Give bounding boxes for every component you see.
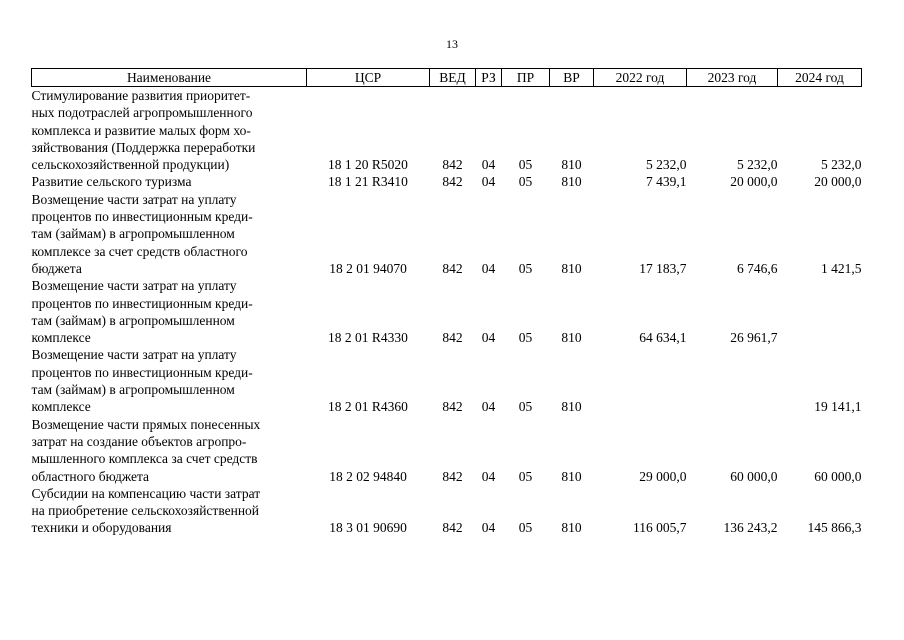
- row-vr: 810: [561, 520, 582, 536]
- row-vr: 810: [561, 330, 582, 346]
- row-2022: 64 634,1: [639, 330, 687, 346]
- row-name: [32, 173, 307, 190]
- row-2022: 5 232,0: [646, 157, 687, 173]
- header-name: Наименование: [32, 69, 307, 87]
- table-row: [32, 191, 862, 277]
- table-header-row: [32, 69, 862, 87]
- row-name-line: Возмещение части прямых понесенных: [31, 416, 261, 432]
- row-ved: 842: [442, 157, 463, 173]
- row-name-line: там (займам) в агропромышленном: [31, 226, 235, 242]
- row-name-line: затрат на создание объектов агропро-: [31, 433, 247, 449]
- table-row: [32, 485, 862, 537]
- row-csr: 18 2 01 R4330: [328, 330, 408, 346]
- row-2024: [778, 277, 862, 346]
- row-name-line: бюджета: [31, 260, 82, 276]
- row-rz: 04: [481, 468, 496, 484]
- row-csr: 18 2 02 94840: [329, 468, 407, 484]
- row-name-line: Стимулирование развития приоритет-: [31, 88, 251, 103]
- row-csr: 18 2 01 94070: [329, 260, 407, 276]
- row-name-line: комплексе: [31, 330, 91, 346]
- header-vr: ВР: [550, 69, 594, 87]
- row-2022: 29 000,0: [639, 468, 687, 484]
- table-row: [32, 173, 862, 190]
- row-vr: 810: [561, 157, 582, 173]
- table-row: [32, 87, 862, 174]
- row-name-line: комплексе за счет средств областного: [31, 243, 248, 259]
- row-name-line: мышленного комплекса за счет средств: [31, 451, 258, 467]
- row-name-line: Возмещение части затрат на уплату: [31, 347, 237, 363]
- row-name: [32, 346, 307, 415]
- row-name-line: процентов по инвестиционным креди-: [31, 364, 253, 380]
- row-pr: 05: [518, 330, 533, 346]
- row-name-line: ных подотраслей агропромышленного: [31, 105, 253, 121]
- row-vr: 810: [561, 174, 582, 190]
- row-name-line: процентов по инвестиционным креди-: [31, 209, 253, 225]
- row-csr: 18 1 20 R5020: [328, 157, 408, 173]
- row-rz: 04: [481, 260, 496, 276]
- row-pr: 05: [518, 520, 533, 536]
- row-name-line: процентов по инвестиционным креди-: [31, 295, 253, 311]
- table-row: [32, 277, 862, 346]
- row-name: [32, 87, 307, 174]
- row-2024: 1 421,5: [821, 260, 862, 276]
- page-number: 13: [446, 37, 458, 51]
- row-name: [32, 191, 307, 277]
- row-name-line: комплексе: [31, 399, 91, 415]
- row-2024: 60 000,0: [814, 468, 862, 484]
- row-name-line: там (займам) в агропромышленном: [31, 382, 235, 398]
- row-rz: 04: [481, 157, 496, 173]
- row-name-line: там (займам) в агропромышленном: [31, 312, 235, 328]
- row-ved: 842: [442, 174, 463, 190]
- row-2024: 19 141,1: [814, 399, 862, 415]
- row-name-line: Возмещение части затрат на уплату: [31, 278, 237, 294]
- row-rz: 04: [481, 174, 496, 190]
- row-pr: 05: [518, 260, 533, 276]
- row-2022: [594, 346, 687, 415]
- row-2023: 20 000,0: [730, 174, 778, 190]
- row-name-line: на приобретение сельскохозяйственной: [31, 503, 260, 519]
- budget-table: [31, 68, 862, 537]
- row-2023: 6 746,6: [737, 260, 778, 276]
- row-ved: 842: [442, 260, 463, 276]
- row-name-line: Возмещение части затрат на уплату: [31, 191, 237, 207]
- row-2023: [687, 346, 778, 415]
- row-ved: 842: [442, 520, 463, 536]
- row-name-line: комплекса и развитие малых форм хо-: [31, 122, 251, 138]
- row-name-line: Субсидии на компенсацию части затрат: [31, 485, 261, 501]
- row-pr: 05: [518, 399, 533, 415]
- row-vr: 810: [561, 260, 582, 276]
- row-ved: 842: [442, 330, 463, 346]
- row-vr: 810: [561, 399, 582, 415]
- table-row: [32, 346, 862, 415]
- header-rz: РЗ: [476, 69, 502, 87]
- row-ved: 842: [442, 468, 463, 484]
- row-2022: 116 005,7: [633, 520, 687, 536]
- row-2024: 5 232,0: [821, 157, 862, 173]
- row-csr: 18 2 01 R4360: [328, 399, 408, 415]
- header-ved: ВЕД: [430, 69, 476, 87]
- row-csr: 18 1 21 R3410: [328, 174, 408, 190]
- row-rz: 04: [481, 399, 496, 415]
- row-name: [32, 485, 307, 537]
- row-vr: 810: [561, 468, 582, 484]
- row-name-line: зяйствования (Поддержка переработки: [31, 139, 256, 155]
- row-name: [32, 277, 307, 346]
- row-2022: 17 183,7: [639, 260, 687, 276]
- row-name-line: сельскохозяйственной продукции): [31, 157, 230, 173]
- header-2022: 2022 год: [594, 69, 687, 87]
- row-rz: 04: [481, 330, 496, 346]
- row-2023: 60 000,0: [730, 468, 778, 484]
- row-name-line: областного бюджета: [31, 468, 150, 484]
- row-2023: 136 243,2: [723, 520, 778, 536]
- row-name-line: Развитие сельского туризма: [31, 174, 192, 190]
- row-2024: 20 000,0: [814, 174, 862, 190]
- row-2024: 145 866,3: [807, 520, 862, 536]
- row-pr: 05: [518, 174, 533, 190]
- table-row: [32, 416, 862, 485]
- row-2022: 7 439,1: [646, 174, 687, 190]
- row-name-line: техники и оборудования: [31, 520, 172, 536]
- row-name: [32, 416, 307, 485]
- row-2023: 5 232,0: [737, 157, 778, 173]
- row-2023: 26 961,7: [730, 330, 778, 346]
- header-pr: ПР: [502, 69, 550, 87]
- header-2023: 2023 год: [687, 69, 778, 87]
- row-pr: 05: [518, 468, 533, 484]
- header-csr: ЦСР: [307, 69, 430, 87]
- row-pr: 05: [518, 157, 533, 173]
- header-2024: 2024 год: [778, 69, 862, 87]
- row-ved: 842: [442, 399, 463, 415]
- row-rz: 04: [481, 520, 496, 536]
- row-csr: 18 3 01 90690: [329, 520, 407, 536]
